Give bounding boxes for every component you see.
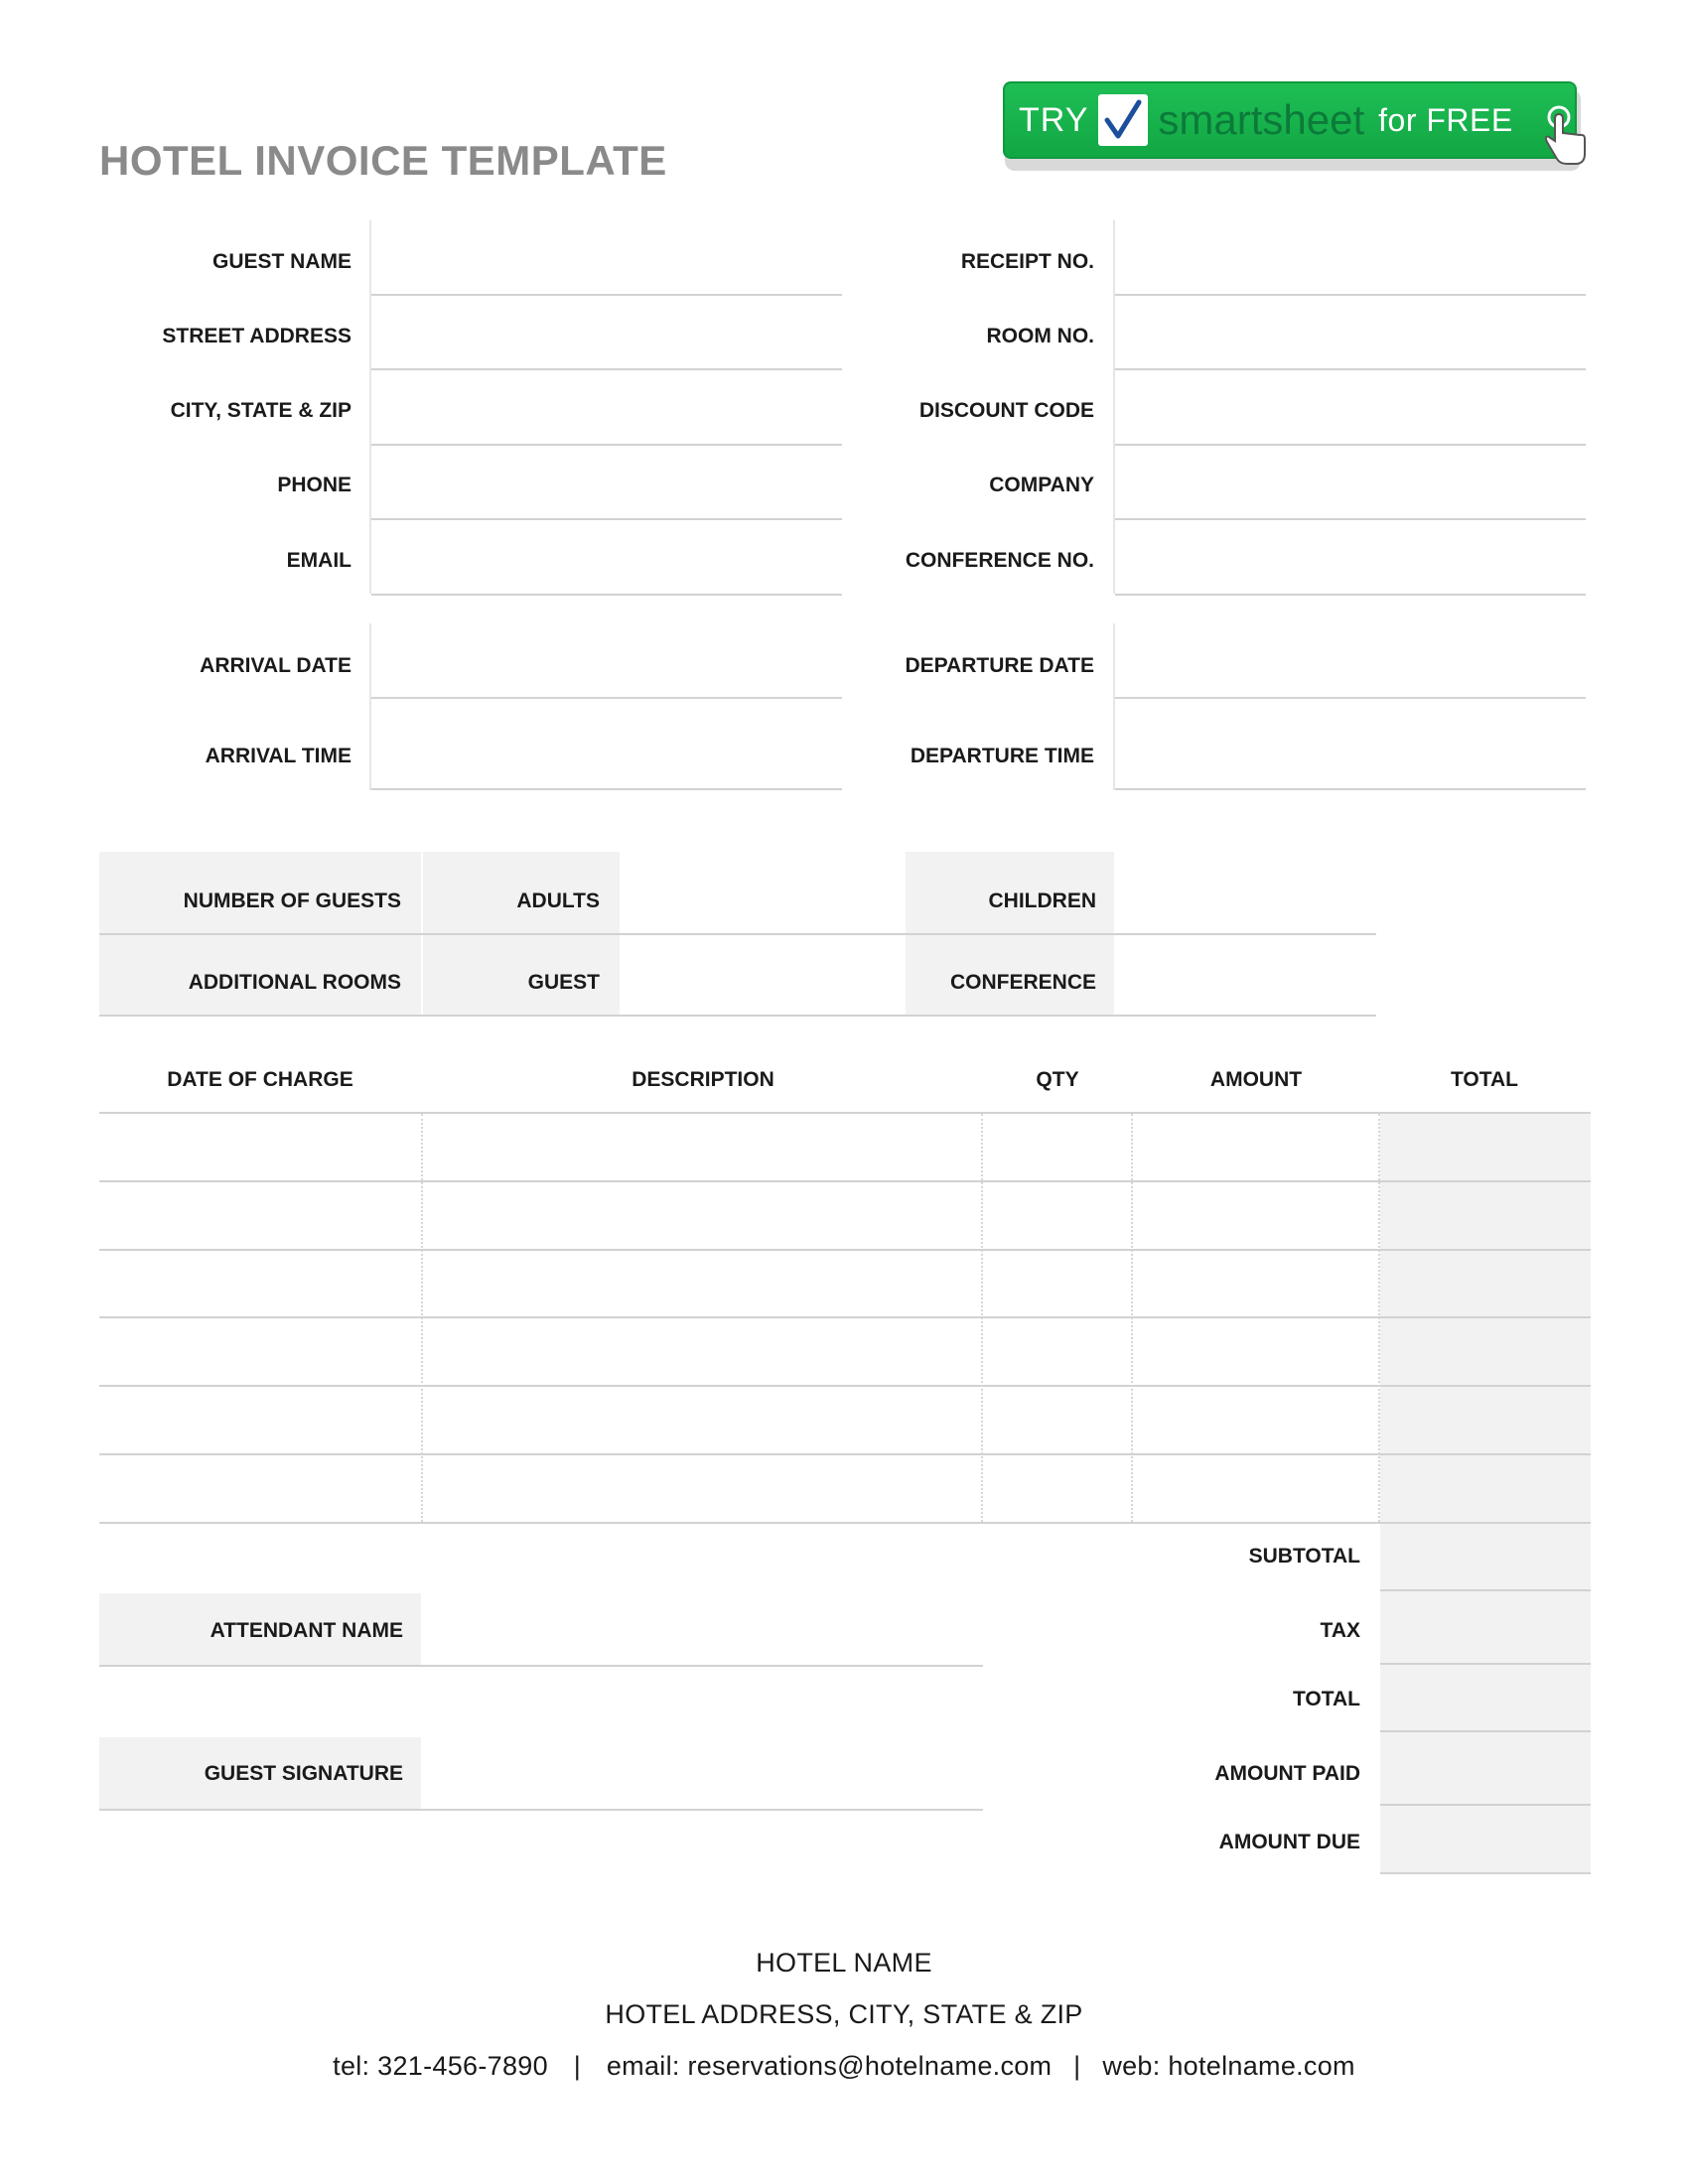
arrival-date-field[interactable] (371, 623, 842, 697)
total-field[interactable] (1380, 1665, 1591, 1730)
tax-label: TAX (1320, 1619, 1360, 1642)
table-row[interactable] (99, 1455, 1589, 1521)
arrival-time-label: ARRIVAL TIME (205, 745, 352, 767)
city-state-zip-field[interactable] (371, 370, 842, 444)
attendant-name-field[interactable] (423, 1593, 983, 1665)
promo-button-body[interactable] (1003, 81, 1577, 159)
table-row[interactable] (99, 1387, 1589, 1452)
date-of-charge-header: DATE OF CHARGE (167, 1068, 353, 1091)
additional-rooms-label: ADDITIONAL ROOMS (188, 971, 401, 994)
divider (1115, 594, 1586, 596)
children-field[interactable] (1116, 852, 1376, 933)
street-address-field[interactable] (371, 296, 842, 369)
total-header: TOTAL (1450, 1068, 1519, 1091)
promo-free-label: for FREE (1378, 101, 1513, 138)
guest-rooms-field[interactable] (622, 935, 904, 1015)
receipt-no-label: RECEIPT NO. (960, 250, 1094, 273)
departure-time-label: DEPARTURE TIME (910, 745, 1094, 767)
adults-label: ADULTS (516, 889, 600, 912)
pointer-hand-icon (1539, 105, 1589, 172)
number-of-guests-label: NUMBER OF GUESTS (183, 889, 401, 912)
phone-field[interactable] (371, 446, 842, 519)
checkmark-icon (1098, 94, 1148, 146)
description-header: DESCRIPTION (632, 1068, 774, 1091)
room-no-field[interactable] (1115, 296, 1586, 369)
amount-due-field[interactable] (1380, 1806, 1591, 1872)
city-state-zip-label: CITY, STATE & ZIP (170, 399, 352, 422)
try-smartsheet-button[interactable] (1003, 81, 1581, 165)
email-label: EMAIL (286, 549, 352, 572)
footer-tel: tel: 321-456-7890 (333, 2051, 548, 2081)
arrival-date-label: ARRIVAL DATE (200, 654, 352, 677)
footer-separator: | (1073, 2051, 1081, 2081)
guest-name-field[interactable] (371, 220, 842, 294)
departure-time-field[interactable] (1115, 699, 1586, 788)
guest-signature-field[interactable] (423, 1737, 983, 1809)
footer-contact (0, 2051, 1688, 2082)
table-bottom-divider (99, 1522, 1591, 1524)
divider (1380, 1872, 1591, 1874)
total-label: TOTAL (1292, 1688, 1360, 1710)
divider (99, 1015, 1376, 1017)
divider (371, 594, 842, 596)
table-row[interactable] (99, 1251, 1589, 1316)
qty-header: QTY (1036, 1068, 1079, 1091)
divider (99, 1665, 983, 1667)
arrival-time-field[interactable] (371, 699, 842, 788)
email-field[interactable] (371, 520, 842, 594)
conference-rooms-field[interactable] (1116, 935, 1376, 1015)
attendant-name-label: ATTENDANT NAME (210, 1619, 403, 1642)
amount-due-label: AMOUNT DUE (1218, 1831, 1360, 1853)
amount-paid-field[interactable] (1380, 1732, 1591, 1804)
table-row[interactable] (99, 1318, 1589, 1384)
footer-hotel-name: HOTEL NAME (756, 1948, 932, 1978)
promo-try-label: TRY (1019, 100, 1089, 139)
children-label: CHILDREN (988, 889, 1096, 912)
divider (371, 788, 842, 790)
divider (1115, 788, 1586, 790)
guest-rooms-label: GUEST (527, 971, 600, 994)
discount-code-label: DISCOUNT CODE (918, 399, 1094, 422)
adults-field[interactable] (622, 852, 904, 933)
departure-date-field[interactable] (1115, 623, 1586, 697)
company-label: COMPANY (989, 474, 1094, 496)
guest-signature-label: GUEST SIGNATURE (204, 1762, 403, 1785)
conference-no-field[interactable] (1115, 520, 1586, 594)
conference-no-label: CONFERENCE NO. (905, 549, 1094, 572)
subtotal-label: SUBTOTAL (1248, 1545, 1360, 1568)
amount-paid-label: AMOUNT PAID (1214, 1762, 1360, 1785)
promo-brand-label: smartsheet (1158, 96, 1365, 143)
footer-address: HOTEL ADDRESS, CITY, STATE & ZIP (605, 1999, 1083, 2029)
receipt-no-field[interactable] (1115, 220, 1586, 294)
subtotal-field[interactable] (1380, 1524, 1591, 1589)
footer-web: web: hotelname.com (1102, 2051, 1355, 2081)
phone-label: PHONE (277, 474, 352, 496)
divider (99, 1809, 983, 1811)
guest-name-label: GUEST NAME (211, 250, 352, 273)
page-title: HOTEL INVOICE TEMPLATE (99, 137, 667, 184)
footer-separator: | (573, 2051, 582, 2081)
conference-label: CONFERENCE (949, 971, 1096, 994)
departure-date-label: DEPARTURE DATE (905, 654, 1094, 677)
amount-header: AMOUNT (1209, 1068, 1303, 1091)
table-row[interactable] (99, 1114, 1589, 1179)
company-field[interactable] (1115, 446, 1586, 519)
discount-code-field[interactable] (1115, 370, 1586, 444)
street-address-label: STREET ADDRESS (162, 325, 352, 347)
table-row[interactable] (99, 1182, 1589, 1248)
footer-email: email: reservations@hotelname.com (606, 2051, 1053, 2081)
tax-field[interactable] (1380, 1591, 1591, 1663)
room-no-label: ROOM NO. (986, 325, 1094, 347)
